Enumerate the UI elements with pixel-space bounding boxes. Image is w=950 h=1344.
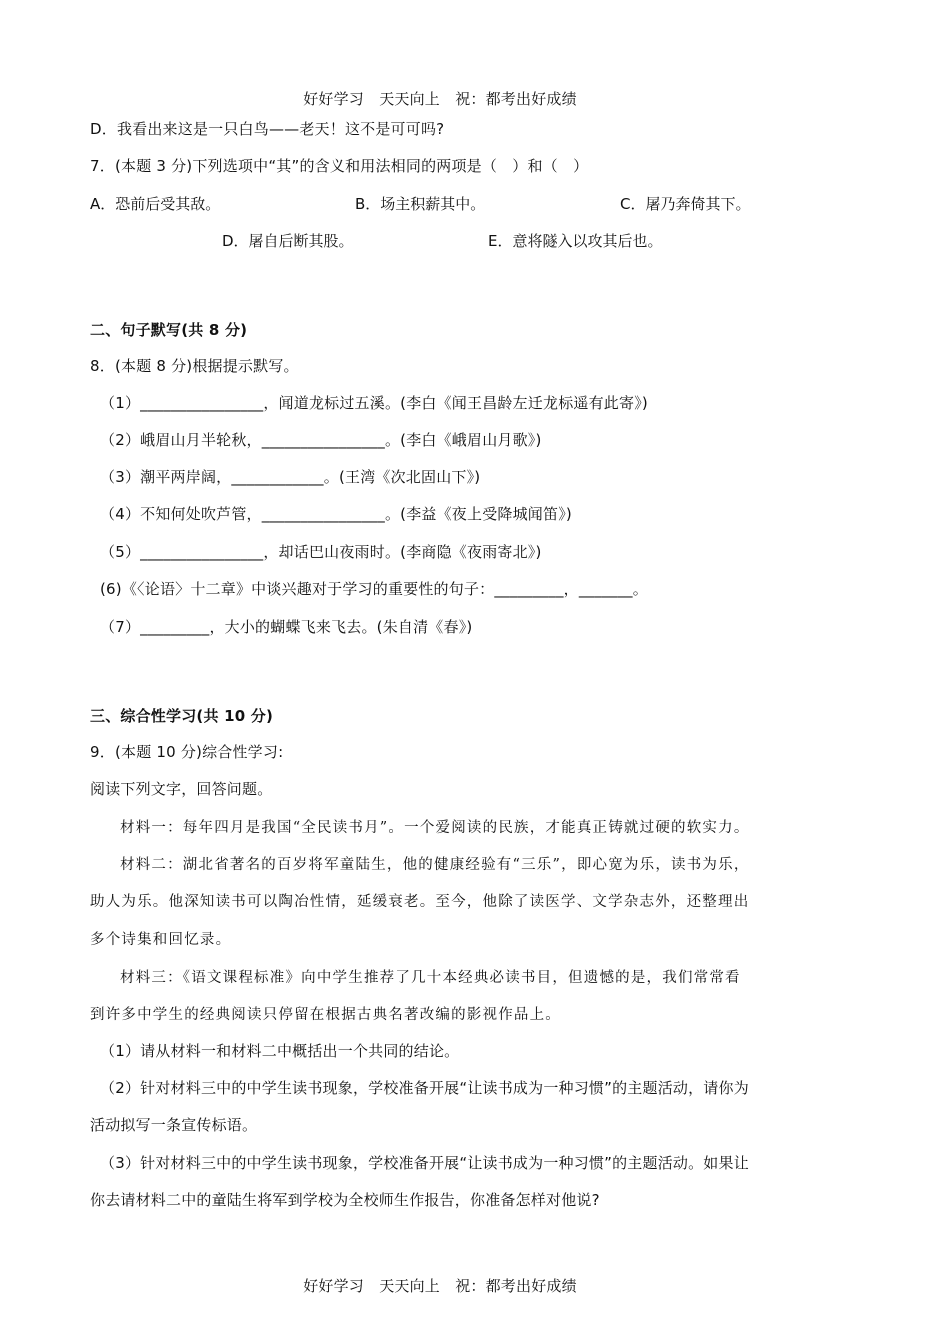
q8-item-2: （2）峨眉山月半轮秋，________________。(李白《峨眉山月歌》) xyxy=(100,431,542,449)
q7-option-d: D．屠自后断其股。 xyxy=(222,232,354,250)
q7-option-a: A．恐前后受其敌。 xyxy=(90,195,221,213)
q9-question-line: 你去请材料二中的童陆生将军到学校为全校师生作报告，你准备怎样对他说? xyxy=(90,1191,600,1209)
q8-item-1: （1）________________，闻道龙标过五溪。(李白《闻王昌龄左迁龙标遥有此寄》) xyxy=(100,394,648,412)
q9-stem: 9．(本题 10 分)综合性学习: xyxy=(90,743,284,761)
material-line: 材料二：湖北省著名的百岁将军童陆生，他的健康经验有“三乐”，即心宽为乐，读书为乐， xyxy=(120,857,750,873)
page-footer: 好好学习 天天向上 祝：都考出好成绩 xyxy=(303,1277,577,1295)
q8-item-7: （7）_________，大小的蝴蝶飞来飞去。(朱自清《春》) xyxy=(100,618,473,636)
q9-instruction: 阅读下列文字，回答问题。 xyxy=(90,780,273,798)
q9-question-line: （2）针对材料三中的中学生读书现象，学校准备开展“让读书成为一种习惯”的主题活动，请你为 xyxy=(100,1079,749,1097)
q9-question-line: （1）请从材料一和材料二中概括出一个共同的结论。 xyxy=(100,1042,460,1060)
q7-stem: 7．(本题 3 分)下列选项中“其”的含义和用法相同的两项是（ ）和（ ） xyxy=(90,157,589,175)
q7-option-b: B．场主积薪其中。 xyxy=(355,195,486,213)
material-line: 助人为乐。他深知读书可以陶冶性情，延缓衰老。至今，他除了读医学、文学杂志外，还整理出 xyxy=(90,894,750,910)
q8-item-4: （4）不知何处吹芦管，________________。(李益《夜上受降城闻笛》) xyxy=(100,505,572,523)
q8-item-5: （5）________________，却话巴山夜雨时。(李商隐《夜雨寄北》) xyxy=(100,543,542,561)
page-header: 好好学习 天天向上 祝：都考出好成绩 xyxy=(303,90,577,108)
material-line: 材料一：每年四月是我国“全民读书月”。一个爱阅读的民族，才能真正铸就过硬的软实力。 xyxy=(120,820,750,836)
section2-title: 二、句子默写(共 8 分) xyxy=(90,321,248,339)
q7-option-c: C．屠乃奔倚其下。 xyxy=(620,195,751,213)
material-line: 多个诗集和回忆录。 xyxy=(90,932,232,948)
q9-question-line: （3）针对材料三中的中学生读书现象，学校准备开展“让读书成为一种习惯”的主题活动。如果让 xyxy=(100,1154,749,1172)
section3-title: 三、综合性学习(共 10 分) xyxy=(90,707,274,725)
material-line: 到许多中学生的经典阅读只停留在根据古典名著改编的影视作品上。 xyxy=(90,1007,561,1023)
material-line: 材料三：《语文课程标准》向中学生推荐了几十本经典必读书目，但遗憾的是，我们常常看 xyxy=(120,970,741,986)
q9-question-line: 活动拟写一条宣传标语。 xyxy=(90,1116,258,1134)
q6-option-d: D．我看出来这是一只白鸟——老天！这不是可可吗? xyxy=(90,120,445,138)
q8-item-6: (6)《〈论语〉十二章》中谈兴趣对于学习的重要性的句子：_________，_______。 xyxy=(100,580,648,598)
q7-option-e: E．意将隧入以攻其后也。 xyxy=(488,232,663,250)
q8-stem: 8．(本题 8 分)根据提示默写。 xyxy=(90,357,299,375)
q8-item-3: （3）潮平两岸阔，____________。(王湾《次北固山下》) xyxy=(100,468,481,486)
